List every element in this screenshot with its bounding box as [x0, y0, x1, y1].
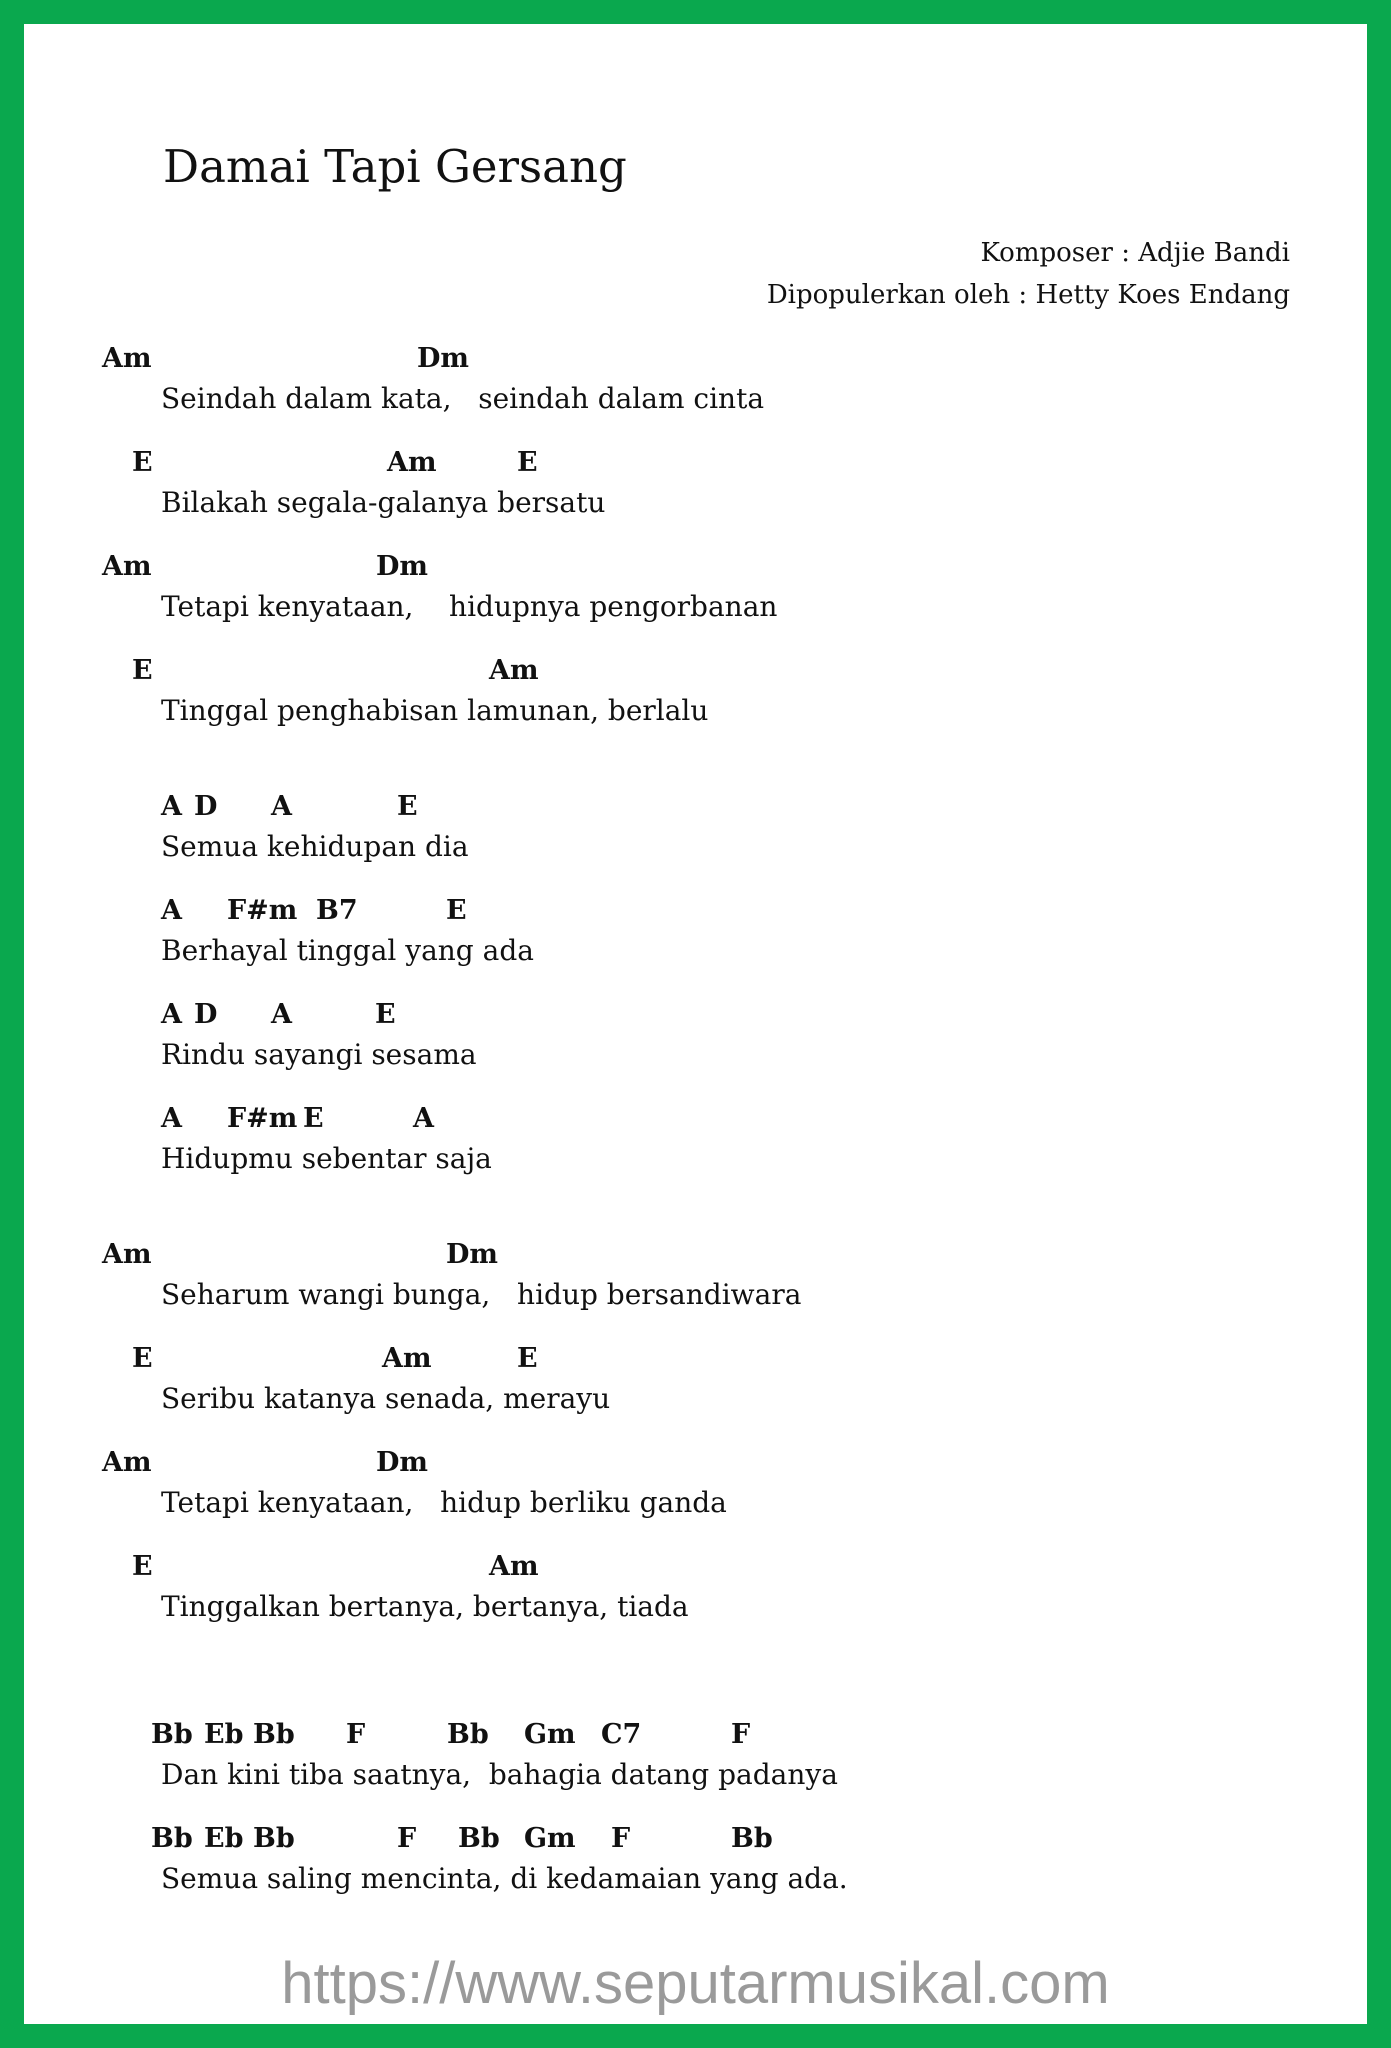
lyric-line-2: Bilakah segala-galanya bersatu [161, 486, 606, 519]
chord-5-2: D [194, 791, 218, 822]
song-title: Damai Tapi Gersang [163, 140, 627, 193]
chord-2-3: E [517, 447, 538, 478]
chord-6-1: A [161, 895, 182, 926]
chord-6-3: B7 [316, 895, 358, 926]
chord-7-1: A [161, 999, 182, 1030]
lyric-line-12: Tinggalkan bertanya, bertanya, tiada [161, 1590, 689, 1623]
chord-13-6: Gm [524, 1719, 576, 1750]
chord-4-2: Am [489, 655, 539, 686]
lyric-line-9: Seharum wangi bunga, hidup bersandiwara [161, 1278, 802, 1311]
chord-5-4: E [397, 791, 418, 822]
lyric-line-13: Dan kini tiba saatnya, bahagia datang padanya [161, 1758, 838, 1791]
chord-7-2: D [194, 999, 218, 1030]
lyric-line-3: Tetapi kenyataan, hidupnya pengorbanan [161, 590, 778, 623]
lyric-line-5: Semua kehidupan dia [161, 830, 469, 863]
chord-6-4: E [446, 895, 467, 926]
chord-5-1: A [161, 791, 182, 822]
chord-2-2: Am [387, 447, 437, 478]
chord-9-2: Dm [446, 1239, 498, 1270]
chord-14-5: Bb [458, 1823, 500, 1854]
chord-2-1: E [132, 447, 153, 478]
lyric-line-6: Berhayal tinggal yang ada [161, 934, 534, 967]
chord-14-3: Bb [253, 1823, 295, 1854]
chord-13-8: F [731, 1719, 751, 1750]
chord-3-1: Am [102, 551, 152, 582]
chord-12-1: E [132, 1551, 153, 1582]
chord-9-1: Am [102, 1239, 152, 1270]
chord-14-1: Bb [151, 1823, 193, 1854]
lyric-line-11: Tetapi kenyataan, hidup berliku ganda [161, 1486, 727, 1519]
composer-credit: Komposer : Adjie Bandi [980, 238, 1290, 268]
chord-8-3: E [303, 1103, 324, 1134]
chord-1-1: Am [102, 343, 152, 374]
chord-1-2: Dm [417, 343, 469, 374]
chord-8-2: F#m [227, 1103, 298, 1134]
chord-13-1: Bb [151, 1719, 193, 1750]
chord-4-1: E [132, 655, 153, 686]
lyric-line-1: Seindah dalam kata, seindah dalam cinta [161, 382, 765, 415]
chord-13-4: F [346, 1719, 366, 1750]
chord-11-2: Dm [376, 1447, 428, 1478]
chord-5-3: A [271, 791, 292, 822]
website-watermark: https://www.seputarmusikal.com [281, 1951, 1110, 2016]
chord-13-5: Bb [447, 1719, 489, 1750]
chord-10-3: E [517, 1343, 538, 1374]
chord-13-2: Eb [204, 1719, 244, 1750]
chord-13-7: C7 [601, 1719, 642, 1750]
lyric-line-8: Hidupmu sebentar saja [161, 1142, 492, 1175]
chord-8-4: A [413, 1103, 434, 1134]
chord-10-1: E [132, 1343, 153, 1374]
chord-3-2: Dm [376, 551, 428, 582]
lyric-line-7: Rindu sayangi sesama [161, 1038, 477, 1071]
chord-14-6: Gm [524, 1823, 576, 1854]
chord-7-4: E [375, 999, 396, 1030]
chord-6-2: F#m [227, 895, 298, 926]
popularized-by-credit: Dipopulerkan oleh : Hetty Koes Endang [766, 280, 1290, 310]
chord-11-1: Am [102, 1447, 152, 1478]
chord-10-2: Am [382, 1343, 432, 1374]
chord-14-2: Eb [204, 1823, 244, 1854]
chord-14-4: F [397, 1823, 417, 1854]
chord-8-1: A [161, 1103, 182, 1134]
chord-14-7: F [611, 1823, 631, 1854]
lyric-line-10: Seribu katanya senada, merayu [161, 1382, 611, 1415]
chord-14-8: Bb [731, 1823, 773, 1854]
chord-13-3: Bb [253, 1719, 295, 1750]
chord-7-3: A [271, 999, 292, 1030]
chord-12-2: Am [489, 1551, 539, 1582]
lyric-line-14: Semua saling mencinta, di kedamaian yang ada. [161, 1862, 848, 1895]
lyric-line-4: Tinggal penghabisan lamunan, berlalu [161, 694, 709, 727]
